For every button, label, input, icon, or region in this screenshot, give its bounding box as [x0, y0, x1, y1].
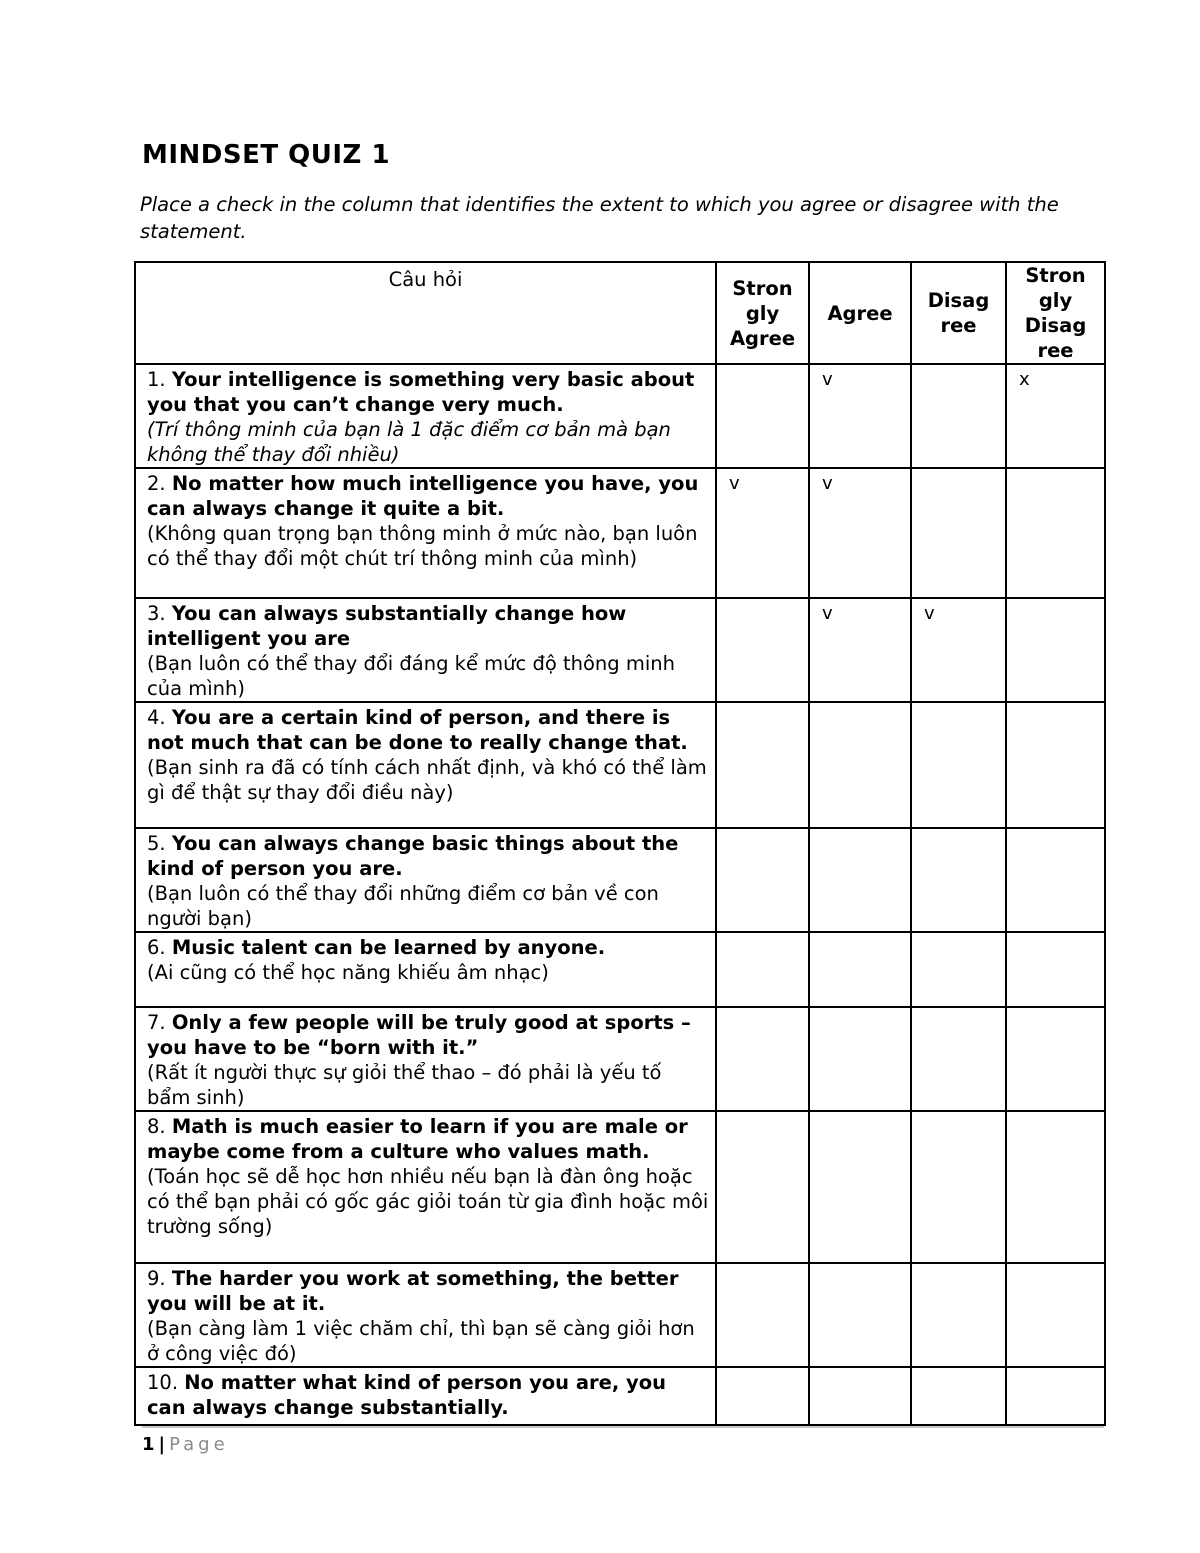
table-row — [135, 1367, 1105, 1425]
question-english: Math is much easier to learn if you are male or maybe come from a culture who values math. — [147, 1115, 688, 1163]
question-cell: 4. You are a certain kind of person, and there is not much that can be done to really change that. (Bạn sinh ra đã có tính cách nhất định, và khó có thể làm gì để thật sự thay đổi điều này) — [135, 702, 716, 828]
quiz-table — [134, 261, 1106, 1426]
table-row — [135, 364, 1105, 468]
question-vietnamese: (Bạn luôn có thể thay đổi đáng kể mức độ thông minh của mình) — [147, 652, 675, 700]
page-footer — [142, 1434, 229, 1455]
question-english: Only a few people will be truly good at sports – you have to be “born with it.” — [147, 1011, 691, 1059]
question-english: You are a certain kind of person, and there is not much that can be done to really change that. — [147, 706, 688, 754]
question-cell: 3. You can always substantially change how intelligent you are (Bạn luôn có thể thay đổi đáng kể mức độ thông minh của mình) — [135, 598, 716, 702]
disagree-cell[interactable] — [911, 364, 1006, 468]
strongly-disagree-cell[interactable] — [1006, 828, 1105, 932]
header-row — [135, 262, 1105, 364]
disagree-cell[interactable]: v — [911, 598, 1006, 702]
footer-separator: | — [158, 1434, 166, 1455]
strongly-disagree-cell[interactable] — [1006, 1007, 1105, 1111]
disagree-cell[interactable] — [911, 1367, 1006, 1425]
strongly-disagree-cell[interactable]: x — [1006, 364, 1105, 468]
header-strongly-disagree: Stron gly Disag ree — [1006, 262, 1105, 364]
question-english: No matter how much intelligence you have, you can always change it quite a bit. — [147, 472, 699, 520]
question-english: No matter what kind of person you are, you can always change substantially. — [147, 1371, 667, 1419]
disagree-cell[interactable] — [911, 702, 1006, 828]
page-label: Page — [169, 1434, 229, 1455]
agree-cell[interactable]: v — [809, 364, 911, 468]
page-number: 1 — [142, 1434, 155, 1455]
question-english: Your intelligence is something very basic about you that you can’t change very much. — [147, 368, 695, 416]
question-vietnamese: (Bạn sinh ra đã có tính cách nhất định, và khó có thể làm gì để thật sự thay đổi điều này) — [147, 756, 707, 804]
disagree-cell[interactable] — [911, 1007, 1006, 1111]
quiz-title: MINDSET QUIZ 1 — [142, 140, 391, 170]
disagree-cell[interactable] — [911, 468, 1006, 598]
question-cell: 6. Music talent can be learned by anyone. (Ai cũng có thể học năng khiếu âm nhạc) — [135, 932, 716, 1007]
table-row — [135, 1007, 1105, 1111]
strongly-disagree-cell[interactable] — [1006, 702, 1105, 828]
instructions-text: Place a check in the column that identifies the extent to which you agree or disagree with the statement. — [140, 193, 1059, 243]
question-cell: 8. Math is much easier to learn if you are male or maybe come from a culture who values math. (Toán học sẽ dễ học hơn nhiều nếu bạn là đàn ông hoặc có thể bạn phải có gốc gác giỏi toán từ gia đình hoặc môi trường sống) — [135, 1111, 716, 1263]
disagree-cell[interactable] — [911, 932, 1006, 1007]
header-question: Câu hỏi — [135, 262, 716, 364]
question-vietnamese: (Toán học sẽ dễ học hơn nhiều nếu bạn là đàn ông hoặc có thể bạn phải có gốc gác giỏi toán từ gia đình hoặc môi trường sống) — [147, 1165, 709, 1238]
question-vietnamese: (Rất ít người thực sự giỏi thể thao – đó phải là yếu tố bẩm sinh) — [147, 1061, 662, 1109]
question-english: You can always change basic things about the kind of person you are. — [147, 832, 679, 880]
strongly-agree-cell[interactable] — [716, 828, 809, 932]
agree-cell[interactable] — [809, 1367, 911, 1425]
strongly-disagree-cell[interactable] — [1006, 598, 1105, 702]
disagree-cell[interactable] — [911, 1263, 1006, 1367]
header-disagree: Disag ree — [911, 262, 1006, 364]
table-row — [135, 1111, 1105, 1263]
table-row — [135, 598, 1105, 702]
agree-cell[interactable] — [809, 702, 911, 828]
question-cell: 5. You can always change basic things about the kind of person you are. (Bạn luôn có thể thay đổi những điểm cơ bản về con người bạn) — [135, 828, 716, 932]
agree-cell[interactable] — [809, 1007, 911, 1111]
strongly-agree-cell[interactable] — [716, 702, 809, 828]
question-english: Music talent can be learned by anyone. — [171, 936, 606, 959]
question-cell: 10. No matter what kind of person you are, you can always change substantially. — [135, 1367, 716, 1425]
question-cell: 1. Your intelligence is something very basic about you that you can’t change very much. (Trí thông minh của bạn là 1 đặc điểm cơ bản mà bạn không thể thay đổi nhiều) — [135, 364, 716, 468]
table-row — [135, 1263, 1105, 1367]
table-row — [135, 702, 1105, 828]
question-vietnamese: (Bạn luôn có thể thay đổi những điểm cơ bản về con người bạn) — [147, 882, 659, 930]
strongly-agree-cell[interactable] — [716, 932, 809, 1007]
strongly-agree-cell[interactable] — [716, 1263, 809, 1367]
table-row — [135, 932, 1105, 1007]
strongly-disagree-cell[interactable] — [1006, 932, 1105, 1007]
question-cell: 7. Only a few people will be truly good at sports – you have to be “born with it.” (Rất ít người thực sự giỏi thể thao – đó phải là yếu tố bẩm sinh) — [135, 1007, 716, 1111]
strongly-disagree-cell[interactable] — [1006, 468, 1105, 598]
strongly-agree-cell[interactable] — [716, 598, 809, 702]
table-row — [135, 828, 1105, 932]
agree-cell[interactable]: v — [809, 468, 911, 598]
strongly-agree-cell[interactable] — [716, 1111, 809, 1263]
strongly-agree-cell[interactable] — [716, 1007, 809, 1111]
footer-divider — [142, 1426, 1104, 1428]
table-row — [135, 468, 1105, 598]
agree-cell[interactable] — [809, 1263, 911, 1367]
strongly-disagree-cell[interactable] — [1006, 1111, 1105, 1263]
question-vietnamese: (Không quan trọng bạn thông minh ở mức nào, bạn luôn có thể thay đổi một chút trí thông minh của mình) — [147, 522, 698, 570]
header-strongly-agree: Stron gly Agree — [716, 262, 809, 364]
question-english: You can always substantially change how intelligent you are — [147, 602, 627, 650]
agree-cell[interactable] — [809, 828, 911, 932]
strongly-agree-cell[interactable] — [716, 364, 809, 468]
strongly-agree-cell[interactable] — [716, 1367, 809, 1425]
strongly-disagree-cell[interactable] — [1006, 1367, 1105, 1425]
disagree-cell[interactable] — [911, 828, 1006, 932]
question-vietnamese: (Trí thông minh của bạn là 1 đặc điểm cơ bản mà bạn không thể thay đổi nhiều) — [147, 418, 671, 466]
agree-cell[interactable] — [809, 1111, 911, 1263]
header-agree: Agree — [809, 262, 911, 364]
agree-cell[interactable] — [809, 932, 911, 1007]
question-cell: 2. No matter how much intelligence you have, you can always change it quite a bit. (Không quan trọng bạn thông minh ở mức nào, bạn luôn có thể thay đổi một chút trí thông minh của mình) — [135, 468, 716, 598]
question-cell: 9. The harder you work at something, the better you will be at it. (Bạn càng làm 1 việc chăm chỉ, thì bạn sẽ càng giỏi hơn ở công việc đó) — [135, 1263, 716, 1367]
question-vietnamese: (Bạn càng làm 1 việc chăm chỉ, thì bạn sẽ càng giỏi hơn ở công việc đó) — [147, 1317, 695, 1365]
strongly-agree-cell[interactable]: v — [716, 468, 809, 598]
strongly-disagree-cell[interactable] — [1006, 1263, 1105, 1367]
question-vietnamese: (Ai cũng có thể học năng khiếu âm nhạc) — [147, 961, 549, 984]
disagree-cell[interactable] — [911, 1111, 1006, 1263]
question-english: The harder you work at something, the better you will be at it. — [147, 1267, 679, 1315]
agree-cell[interactable]: v — [809, 598, 911, 702]
